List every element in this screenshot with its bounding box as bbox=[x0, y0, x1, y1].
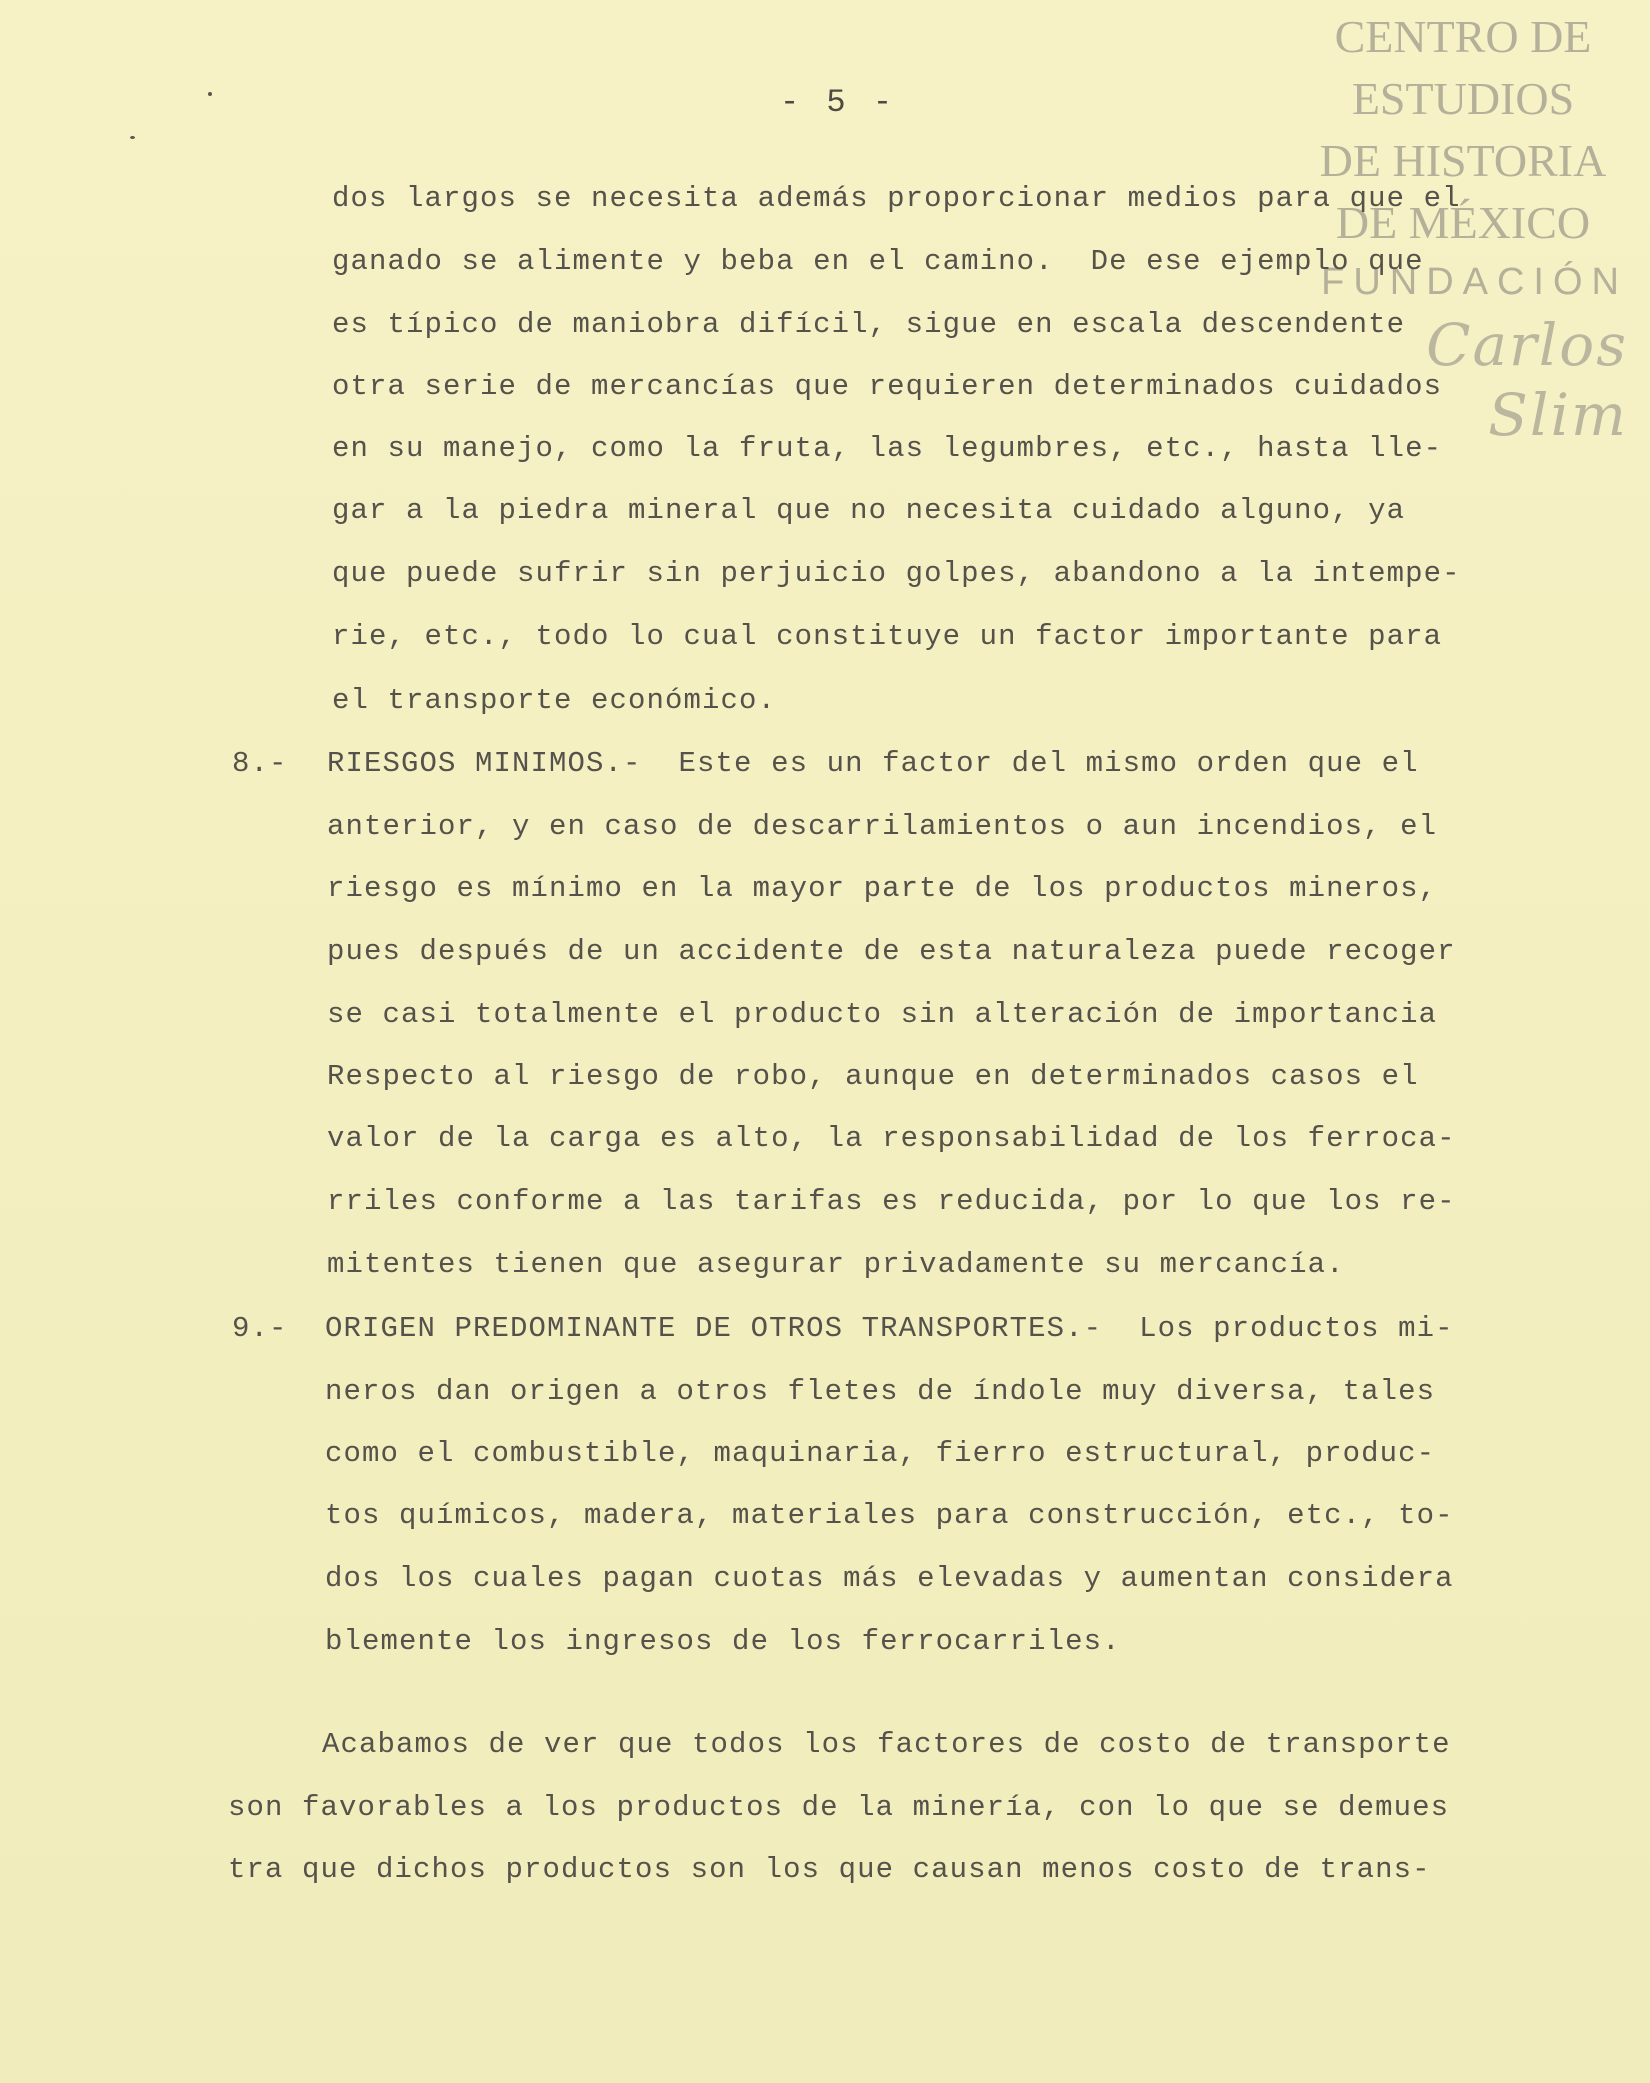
text-line: es típico de maniobra difícil, sigue en escala descendente bbox=[332, 308, 1406, 341]
text-line: riesgo es mínimo en la mayor parte de los productos mineros, bbox=[327, 872, 1438, 905]
watermark-signature: Carlos Slim bbox=[1426, 311, 1628, 449]
text-line: en su manejo, como la fruta, las legumbres, etc., hasta lle- bbox=[332, 432, 1443, 465]
text-line: que puede sufrir sin perjuicio golpes, abandono a la intempe- bbox=[332, 557, 1461, 590]
text-line: ganado se alimente y beba en el camino. De ese ejemplo que bbox=[332, 245, 1424, 278]
text-line: ORIGEN PREDOMINANTE DE OTROS TRANSPORTES.- Los productos mi- bbox=[325, 1312, 1454, 1345]
text-line: Acabamos de ver que todos los factores de costo de transporte bbox=[322, 1728, 1451, 1761]
watermark-foundation: FUNDACIÓN bbox=[1321, 261, 1628, 303]
text-line: rriles conforme a las tarifas es reducida, por lo que los re- bbox=[327, 1185, 1456, 1218]
text-line: gar a la piedra mineral que no necesita cuidado alguno, ya bbox=[332, 494, 1406, 527]
text-line: Respecto al riesgo de robo, aunque en determinados casos el bbox=[327, 1060, 1419, 1093]
text-line: blemente los ingresos de los ferrocarriles. bbox=[325, 1625, 1121, 1658]
watermark-line: DE HISTORIA bbox=[1319, 135, 1607, 186]
text-line: el transporte económico. bbox=[332, 684, 777, 717]
text-line: como el combustible, maquinaria, fierro estructural, produc- bbox=[325, 1437, 1436, 1470]
text-line: se casi totalmente el producto sin alteración de importancia bbox=[327, 998, 1438, 1031]
text-line: neros dan origen a otros fletes de índole muy diversa, tales bbox=[325, 1375, 1436, 1408]
text-line: RIESGOS MINIMOS.- Este es un factor del mismo orden que el bbox=[327, 747, 1419, 780]
paper-speck bbox=[130, 136, 135, 139]
text-line: valor de la carga es alto, la responsabilidad de los ferroca- bbox=[327, 1122, 1456, 1155]
text-line: son favorables a los productos de la minería, con lo que se demues bbox=[228, 1791, 1450, 1824]
page-number: - 5 - bbox=[780, 84, 897, 121]
text-line: otra serie de mercancías que requieren determinados cuidados bbox=[332, 370, 1443, 403]
item-number-8: 8.- bbox=[232, 747, 288, 780]
text-line: dos largos se necesita además proporcionar medios para que el bbox=[332, 182, 1461, 215]
text-line: pues después de un accidente de esta naturaleza puede recoger bbox=[327, 935, 1456, 968]
watermark-line: DE MÉXICO bbox=[1335, 197, 1591, 248]
paper-speck bbox=[208, 92, 212, 96]
watermark-line: CENTRO DE bbox=[1334, 11, 1592, 62]
item-number-9: 9.- bbox=[232, 1312, 288, 1345]
text-line: tra que dichos productos son los que causan menos costo de trans- bbox=[228, 1853, 1431, 1886]
text-line: mitentes tienen que asegurar privadamente su mercancía. bbox=[327, 1248, 1345, 1281]
text-line: dos los cuales pagan cuotas más elevadas y aumentan considera bbox=[325, 1562, 1454, 1595]
text-line: anterior, y en caso de descarrilamientos o aun incendios, el bbox=[327, 810, 1438, 843]
text-line: rie, etc., todo lo cual constituye un factor importante para bbox=[332, 620, 1443, 653]
text-line: tos químicos, madera, materiales para construcción, etc., to- bbox=[325, 1499, 1454, 1532]
watermark-line: ESTUDIOS bbox=[1351, 73, 1575, 124]
